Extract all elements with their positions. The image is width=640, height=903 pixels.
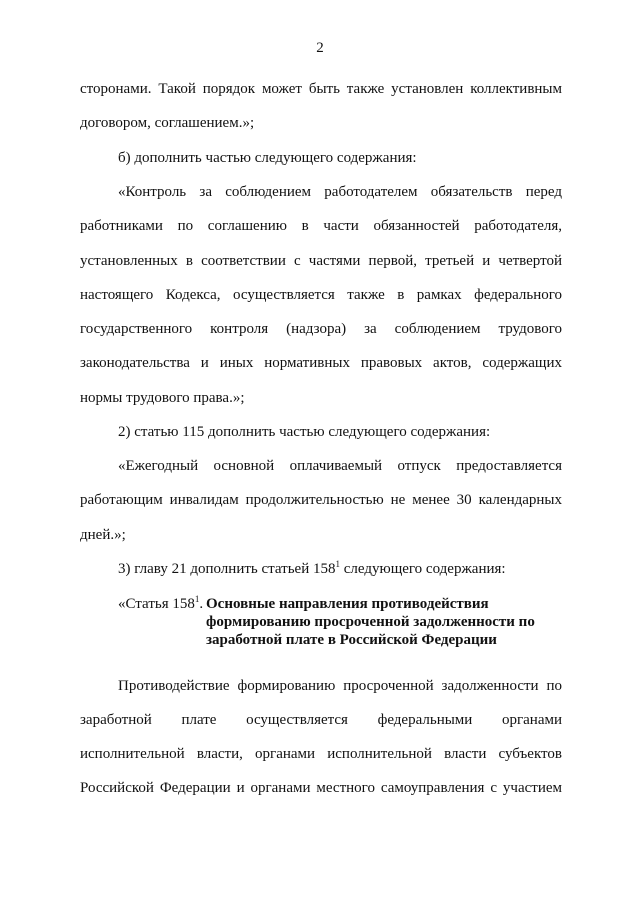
page-number: 2 xyxy=(316,40,324,56)
article-lead-end: . xyxy=(199,596,204,612)
article-heading-line: формированию просроченной задолженности по xyxy=(206,614,535,630)
text-line: 2) статью 115 дополнить частью следующего содержания: xyxy=(118,424,491,440)
text-line: настоящего Кодекса, осуществляется также в рамках федерального xyxy=(80,287,562,303)
text-line: государственного контроля (надзора) за соблюдением трудового xyxy=(80,321,562,337)
article-lead-text: «Статья 158 xyxy=(118,596,195,612)
item3-after: следующего содержания: xyxy=(340,561,506,577)
article-heading-line: Основные направления противодействия xyxy=(206,596,489,612)
article-superscript: 1 xyxy=(194,594,200,604)
item3-superscript: 1 xyxy=(335,559,340,569)
text-line-item-3 xyxy=(118,559,562,579)
text-line: дней.»; xyxy=(80,527,126,543)
text-line: нормы трудового права.»; xyxy=(80,390,245,406)
text-line: работниками по соглашению в части обязанностей работодателя, xyxy=(80,218,562,234)
article-lead xyxy=(118,595,203,613)
text-line: б) дополнить частью следующего содержания: xyxy=(118,150,417,166)
text-line: заработной плате осуществляется федеральными органами xyxy=(80,712,562,728)
text-line: «Ежегодный основной оплачиваемый отпуск предоставляется xyxy=(118,458,562,474)
text-line: законодательства и иных нормативных правовых актов, содержащих xyxy=(80,355,562,371)
text-line: Российской Федерации и органами местного самоуправления с участием xyxy=(80,780,562,796)
text-line: сторонами. Такой порядок может быть также установлен коллективным xyxy=(80,81,562,97)
text-line: работающим инвалидам продолжительностью не менее 30 календарных xyxy=(80,492,562,508)
text-line: «Контроль за соблюдением работодателем обязательств перед xyxy=(118,184,562,200)
article-heading-line: заработной плате в Российской Федерации xyxy=(206,632,497,648)
text-line: договором, соглашением.»; xyxy=(80,115,255,131)
text-line: установленных в соответствии с частями первой, третьей и четвертой xyxy=(80,253,562,269)
text-line: исполнительной власти, органами исполнительной власти субъектов xyxy=(80,746,562,762)
text-line: Противодействие формированию просроченной задолженности по xyxy=(118,678,562,694)
article-title-block xyxy=(118,595,562,649)
item3-before: 3) главу 21 дополнить статьей 158 xyxy=(118,561,336,577)
